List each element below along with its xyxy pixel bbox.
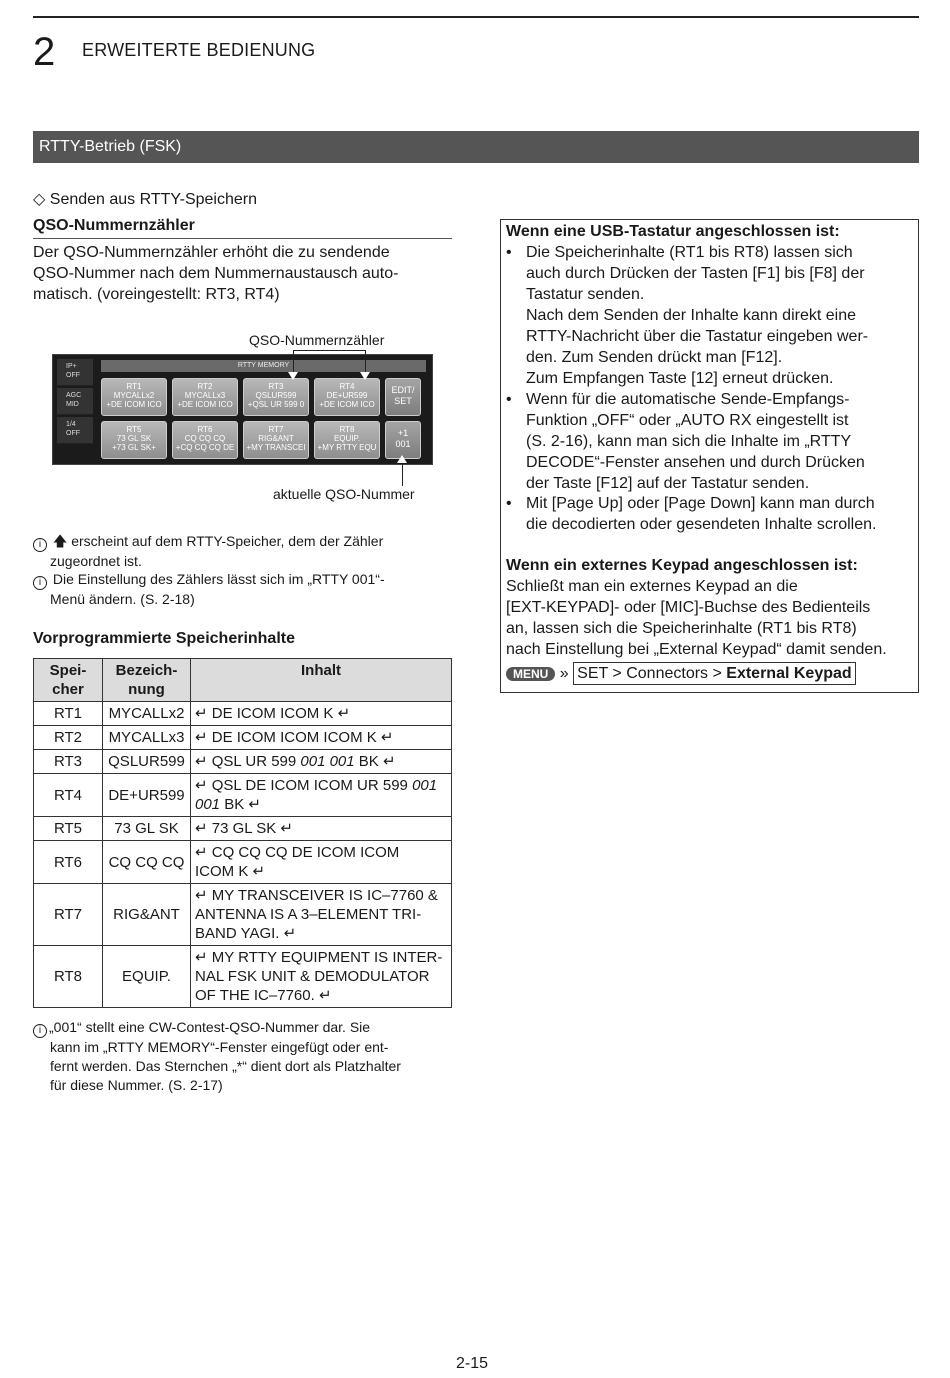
rtty-memory-header: RTTY MEMORY (101, 360, 426, 372)
diamond-icon: ◇ (33, 191, 46, 208)
rt5-button[interactable]: RT5 73 GL SK +73 GL SK+ (101, 421, 167, 459)
qso-counter-button[interactable]: +1 001 (385, 421, 421, 459)
rt7-button[interactable]: RT7 RIG&ANT +MY TRANSCEI (243, 421, 309, 459)
arrow-head-counter (397, 455, 407, 463)
table-row: RT7 RIG&ANT ↵ MY TRANSCEIVER IS IC–7760 & ANTENNA IS A 3–ELEMENT TRI- BAND YAGI. ↵ (34, 884, 452, 946)
counter-heading: QSO-Nummernzähler (33, 217, 195, 234)
agc-button[interactable]: AGC MID (57, 388, 93, 415)
arrow-head-rt4 (360, 372, 370, 380)
path-separator: » (559, 665, 569, 682)
rtty-memory-screenshot (52, 354, 433, 465)
info-icon: i (33, 538, 47, 552)
info-icon: i (33, 576, 47, 590)
col-header-memory: Spei- cher (34, 659, 103, 702)
info-icon: i (33, 1024, 47, 1038)
top-rule (33, 16, 919, 18)
table-title: Vorprogrammierte Speicherinhalte (33, 630, 295, 647)
table-header-row (34, 659, 452, 702)
menu-path (506, 662, 916, 685)
rt2-button[interactable]: RT2 MYCALLx3 +DE ICOM ICO (172, 378, 238, 416)
col-header-content: Inhalt (191, 659, 452, 702)
edit-set-button[interactable]: EDIT/ SET (385, 378, 421, 416)
memory-table (33, 658, 452, 1008)
arrow-line-rt3 (293, 350, 294, 374)
footnote: i „001“ stellt eine CW-Contest-QSO-Nummer dar. Sie kann im „RTTY MEMORY“-Fenster eingefügt oder ent- fernt werden. Das Sternchen „*“ dient dort als Platzhalter für diese Nummer. (S. 2-17) (33, 1018, 453, 1095)
chapter-title: ERWEITERTE BEDIENUNG (82, 40, 316, 60)
usb-bullet-3: • Mit [Page Up] oder [Page Down] kann man durch die decodierten oder gesendeten Inhalte scrollen. (506, 495, 877, 533)
usb-bullet-1: • Die Speicherinhalte (RT1 bis RT8) lassen sich auch durch Drücken der Tasten [F1] bis [F8] der Tastatur senden. Nach dem Senden der Inhalte kann direkt eine RTTY-Nachricht über die Tastatur eingeben wer- den. Zum Senden drückt man [F12]. Zum Empfangen Taste [12] erneut drücken. (506, 244, 869, 387)
rt1-button[interactable]: RT1 MYCALLx2 +DE ICOM ICO (101, 378, 167, 416)
table-row: RT1 MYCALLx2 ↵ DE ICOM ICOM K ↵ (34, 702, 452, 726)
table-row: RT2 MYCALLx3 ↵ DE ICOM ICOM ICOM K ↵ (34, 726, 452, 750)
keypad-paragraph: Schließt man ein externes Keypad an die [EXT-KEYPAD]- oder [MIC]-Buchse des Bedienteils an, lassen sich die Speicherinhalte (RT1 bis RT8) nach Einstellung bei „External Keypad“ damit senden. (506, 578, 887, 658)
note-counter-setting: i Die Einstellung des Zählers lässt sich im „RTTY 001“- Menü ändern. (S. 2-18) (33, 570, 453, 609)
intro-paragraph: Der QSO-Nummernzähler erhöht die zu sendende QSO-Nummer nach dem Nummernaustausch auto- matisch. (voreingestellt: RT3, RT4) (33, 244, 399, 303)
menu-key-icon: MENU (506, 667, 555, 681)
arrow-line-rt4 (365, 350, 366, 374)
table-row: RT8 EQUIP. ↵ MY RTTY EQUIPMENT IS INTER- NAL FSK UNIT & DEMODULATOR OF THE IC–7760. ↵ (34, 946, 452, 1008)
arrow-line-counter (402, 462, 403, 486)
section-title-bar: RTTY-Betrieb (FSK) (33, 131, 919, 163)
figure-label-current: aktuelle QSO-Nummer (273, 486, 415, 502)
heading-rule (33, 238, 452, 239)
menu-path-box: SET > Connectors > External Keypad (573, 662, 856, 685)
rt4-button[interactable]: RT4 DE+UR599 +DE ICOM ICO (314, 378, 380, 416)
table-row: RT4 DE+UR599 ↵ QSL DE ICOM ICOM UR 599 001 001 BK ↵ (34, 774, 452, 817)
rt8-button[interactable]: RT8 EQUIP. +MY RTTY EQU (314, 421, 380, 459)
keypad-heading: Wenn ein externes Keypad angeschlossen ist: (506, 557, 858, 574)
up-arrow-icon: 🡅 (52, 533, 68, 549)
usb-keyboard-heading: Wenn eine USB-Tastatur angeschlossen ist: (506, 223, 840, 240)
rt6-button[interactable]: RT6 CQ CQ CQ +CQ CQ CQ DE (172, 421, 238, 459)
subsection-heading: ◇ Senden aus RTTY-Speichern (33, 191, 258, 208)
rt3-button[interactable]: RT3 QSLUR599 +QSL UR 599 0 (243, 378, 309, 416)
table-row: RT5 73 GL SK ↵ 73 GL SK ↵ (34, 817, 452, 841)
usb-bullet-2: • Wenn für die automatische Sende-Empfangs- Funktion „OFF“ oder „AUTO RX eingestellt ist (S. 2-16), kann man sich die Inhalte im „RTTY DECODE“-Fenster ansehen und durch Drücken der Taste [F12] auf der Tastatur senden. (506, 391, 865, 492)
figure-label-counter: QSO-Nummernzähler (249, 332, 385, 348)
note-counter-icon: i 🡅 erscheint auf dem RTTY-Speicher, dem der Zähler zugeordnet ist. (33, 532, 453, 571)
col-header-name: Bezeich- nung (103, 659, 191, 702)
arrow-head-rt3 (288, 372, 298, 380)
table-row: RT6 CQ CQ CQ ↵ CQ CQ CQ DE ICOM ICOM ICOM K ↵ (34, 841, 452, 884)
table-row: RT3 QSLUR599 ↵ QSL UR 599 001 001 BK ↵ (34, 750, 452, 774)
arrow-connector (293, 350, 365, 351)
filter-button[interactable]: 1/4 OFF (57, 417, 93, 444)
page-number: 2-15 (456, 1355, 489, 1372)
ip-button[interactable]: IP+ OFF (57, 359, 93, 386)
chapter-number: 2 (33, 30, 56, 74)
